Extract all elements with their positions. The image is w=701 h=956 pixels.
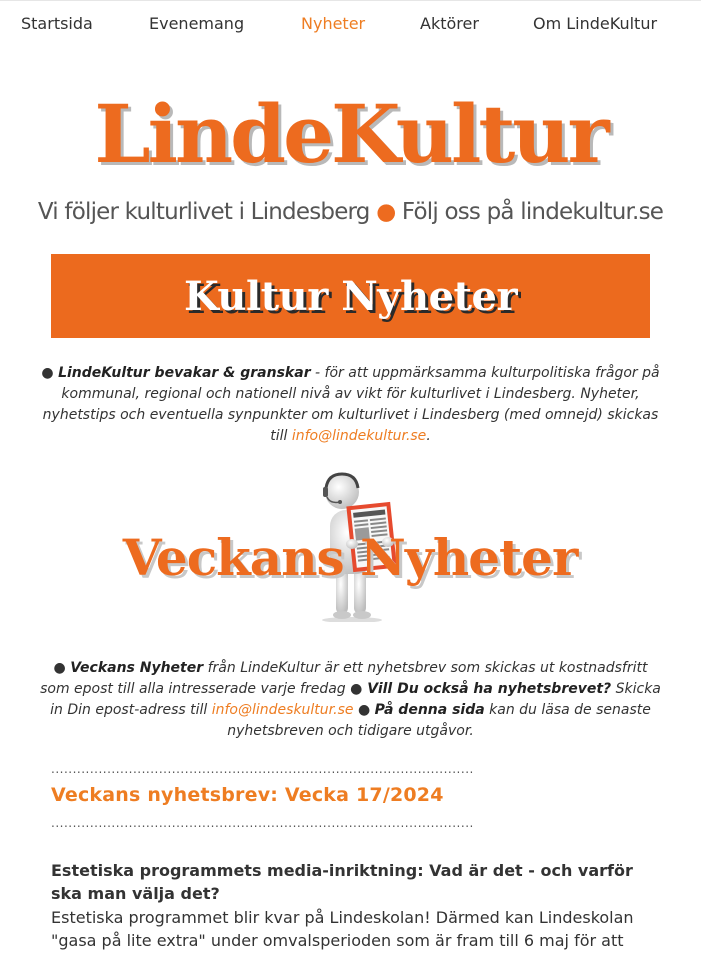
- dotted-divider-bottom: ..................................................................................................: [51, 816, 474, 830]
- site-logo[interactable]: LindeKultur: [94, 87, 607, 181]
- tagline-left: Vi följer kulturlivet i Lindesberg: [37, 199, 370, 225]
- tagline-bullet: ●: [376, 199, 396, 225]
- intro-end: .: [426, 428, 431, 444]
- intro-body: - för att uppmärksamma kulturpolitiska frågor på kommunal, regional och nationell nivå av vikt för kulturlivet i Lindesberg. Nyheter, nyhetstips och eventuella synpunkter om kulturlivet i Lindesberg (med omnejd) skickas till: [42, 365, 660, 444]
- newsletter-strong-2: Vill Du också ha nyhetsbrevet?: [362, 681, 612, 697]
- newsletter-bullet-2: ●: [350, 681, 363, 697]
- article-title: Estetiska programmets media-inriktning: Vad är det - och varför ska man välja det?: [51, 861, 633, 903]
- intro-bullet: ●: [41, 365, 54, 381]
- newsletter-strong-3: På denna sida: [374, 702, 485, 718]
- newsletter-text: [40, 658, 661, 742]
- newsletter-bullet-1: ●: [53, 660, 66, 676]
- intro-email-link[interactable]: info@lindekultur.se: [291, 428, 427, 444]
- tagline-right: Följ oss på lindekultur.se: [401, 199, 664, 225]
- main-nav: [0, 14, 701, 42]
- nav-item-evenemang[interactable]: Evenemang: [149, 14, 245, 33]
- newsletter-email-link[interactable]: info@lindeskultur.se: [211, 702, 354, 718]
- nav-item-om-lindekultur[interactable]: Om LindeKultur: [533, 14, 658, 33]
- top-border: [0, 0, 701, 1]
- intro-text: [40, 363, 661, 447]
- section-banner: [51, 254, 650, 338]
- newsletter-bullet-3: ●: [353, 702, 375, 718]
- nav-item-nyheter[interactable]: Nyheter: [301, 14, 366, 33]
- newsletter-hero-image: [80, 470, 620, 630]
- newsletter-body-2: Skicka in Din epost-adress till: [50, 681, 661, 718]
- newsletter-body-1: från LindeKultur är ett nyhetsbrev som skickas ut kostnadsfritt som epost till alla intresserade varje fredag: [40, 660, 648, 697]
- newsletter-strong-1: Veckans Nyheter: [70, 660, 204, 676]
- site-tagline: [0, 199, 701, 225]
- intro-strong: LindeKultur bevakar & granskar: [58, 365, 311, 381]
- nav-item-aktorer[interactable]: Aktörer: [420, 14, 479, 33]
- hero-title: Veckans Nyheter: [122, 528, 578, 587]
- article-body: Estetiska programmet blir kvar på Lindeskolan! Därmed kan Lindeskolan "gasa på lite extra" under omvalsperioden som är fram till 6 maj för att: [51, 908, 634, 950]
- newsletter-body-3: kan du läsa de senaste nyhetsbreven och tidigare utgåvor.: [227, 702, 651, 739]
- dotted-divider-top: ..................................................................................................: [51, 762, 474, 776]
- nav-item-startsida[interactable]: Startsida: [21, 14, 93, 33]
- banner-title: Kultur Nyheter: [183, 272, 518, 320]
- issue-heading: Veckans nyhetsbrev: Vecka 17/2024: [51, 784, 444, 806]
